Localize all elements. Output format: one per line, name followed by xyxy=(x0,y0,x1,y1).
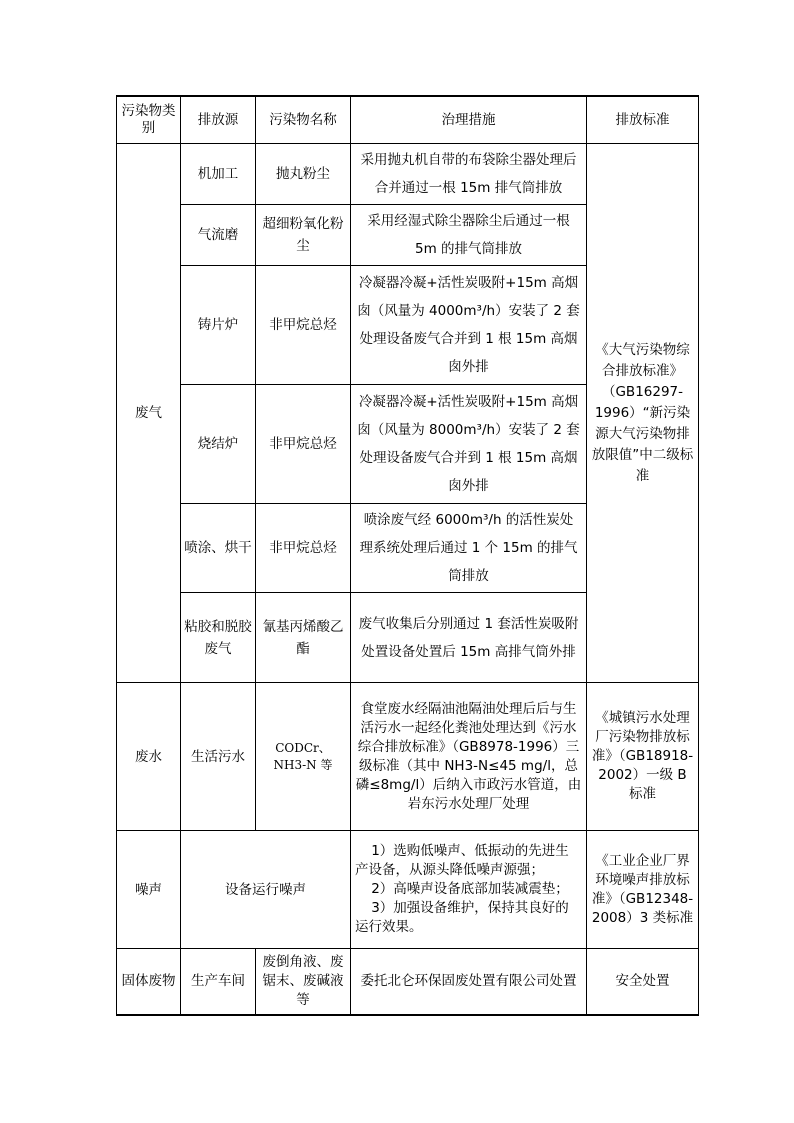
noise-measure-item: 3）加强设备维护，保持其良好的运行效果。 xyxy=(355,900,569,935)
air-pollutant: 超细粉氧化粉尘 xyxy=(256,205,351,266)
table-row xyxy=(117,683,699,831)
noise-measure-item: 2）高噪声设备底部加装减震垫； xyxy=(371,881,569,897)
noise-measure xyxy=(351,831,587,949)
water-standard: 《城镇污水处理厂污染物排放标准》（GB18918-2002）一级 B 标准 xyxy=(587,683,699,831)
table-row xyxy=(117,144,699,205)
water-measure: 食堂废水经隔油池隔油处理后后与生活污水一起经化粪池处理达到《污水综合排放标准》（GB8978-1996）三级标准（其中 NH3-N≤45 mg/l，总磷≤8mg/l）后纳入市政污水管道，由岩东污水处理厂处理 xyxy=(351,683,587,831)
header-pollutant: 污染物名称 xyxy=(256,96,351,144)
water-source: 生活污水 xyxy=(181,683,256,831)
air-measure: 采用经湿式除尘器除尘后通过一根 5m 的排气筒排放 xyxy=(351,205,587,266)
water-pollutant-line1: CODCr、 xyxy=(275,740,331,755)
pollution-control-table xyxy=(116,95,699,1016)
air-measure: 冷凝器冷凝+活性炭吸附+15m 高烟囱（风量为 4000m³/h）安装了 2 套处理设备废气合并到 1 根 15m 高烟囱外排 xyxy=(351,266,587,385)
air-source: 粘胶和脱胶废气 xyxy=(181,593,256,683)
air-pollutant: 非甲烷总烃 xyxy=(256,266,351,385)
air-source: 喷涂、烘干 xyxy=(181,504,256,593)
air-measure: 冷凝器冷凝+活性炭吸附+15m 高烟囱（风量为 8000m³/h）安装了 2 套处理设备废气合并到 1 根 15m 高烟囱外排 xyxy=(351,385,587,504)
noise-standard: 《工业企业厂界环境噪声排放标准》（GB12348-2008）3 类标准 xyxy=(587,831,699,949)
solid-pollutant: 废倒角液、废锯末、废碱液等 xyxy=(256,949,351,1015)
air-source: 铸片炉 xyxy=(181,266,256,385)
air-category: 废气 xyxy=(117,144,181,683)
header-measure: 治理措施 xyxy=(351,96,587,144)
header-source: 排放源 xyxy=(181,96,256,144)
air-pollutant: 非甲烷总烃 xyxy=(256,385,351,504)
solid-source: 生产车间 xyxy=(181,949,256,1015)
noise-category: 噪声 xyxy=(117,831,181,949)
header-category: 污染物类别 xyxy=(117,96,181,144)
air-pollutant: 抛丸粉尘 xyxy=(256,144,351,205)
air-source: 气流磨 xyxy=(181,205,256,266)
solid-standard: 安全处置 xyxy=(587,949,699,1015)
header-standard: 排放标准 xyxy=(587,96,699,144)
air-source: 机加工 xyxy=(181,144,256,205)
water-pollutant-line2: NH3-N 等 xyxy=(273,757,333,772)
table-header-row xyxy=(117,96,699,144)
air-measure: 喷涂废气经 6000m³/h 的活性炭处理系统处理后通过 1 个 15m 的排气筒排放 xyxy=(351,504,587,593)
air-standard: 《大气污染物综合排放标准》（GB16297-1996）“新污染源大气污染物排放限值”中二级标准 xyxy=(587,144,699,683)
air-source: 烧结炉 xyxy=(181,385,256,504)
table-row xyxy=(117,831,699,949)
air-pollutant: 氰基丙烯酸乙酯 xyxy=(256,593,351,683)
solid-measure: 委托北仑环保固废处置有限公司处置 xyxy=(351,949,587,1015)
noise-source: 设备运行噪声 xyxy=(181,831,351,949)
table-row xyxy=(117,949,699,1015)
noise-measure-item: 1）选购低噪声、低振动的先进生产设备，从源头降低噪声源强； xyxy=(355,843,569,878)
water-category: 废水 xyxy=(117,683,181,831)
air-measure: 废气收集后分别通过 1 套活性炭吸附处置设备处置后 15m 高排气筒外排 xyxy=(351,593,587,683)
air-measure: 采用抛丸机自带的布袋除尘器处理后合并通过一根 15m 排气筒排放 xyxy=(351,144,587,205)
water-pollutant xyxy=(256,683,351,831)
solid-category: 固体废物 xyxy=(117,949,181,1015)
air-pollutant: 非甲烷总烃 xyxy=(256,504,351,593)
